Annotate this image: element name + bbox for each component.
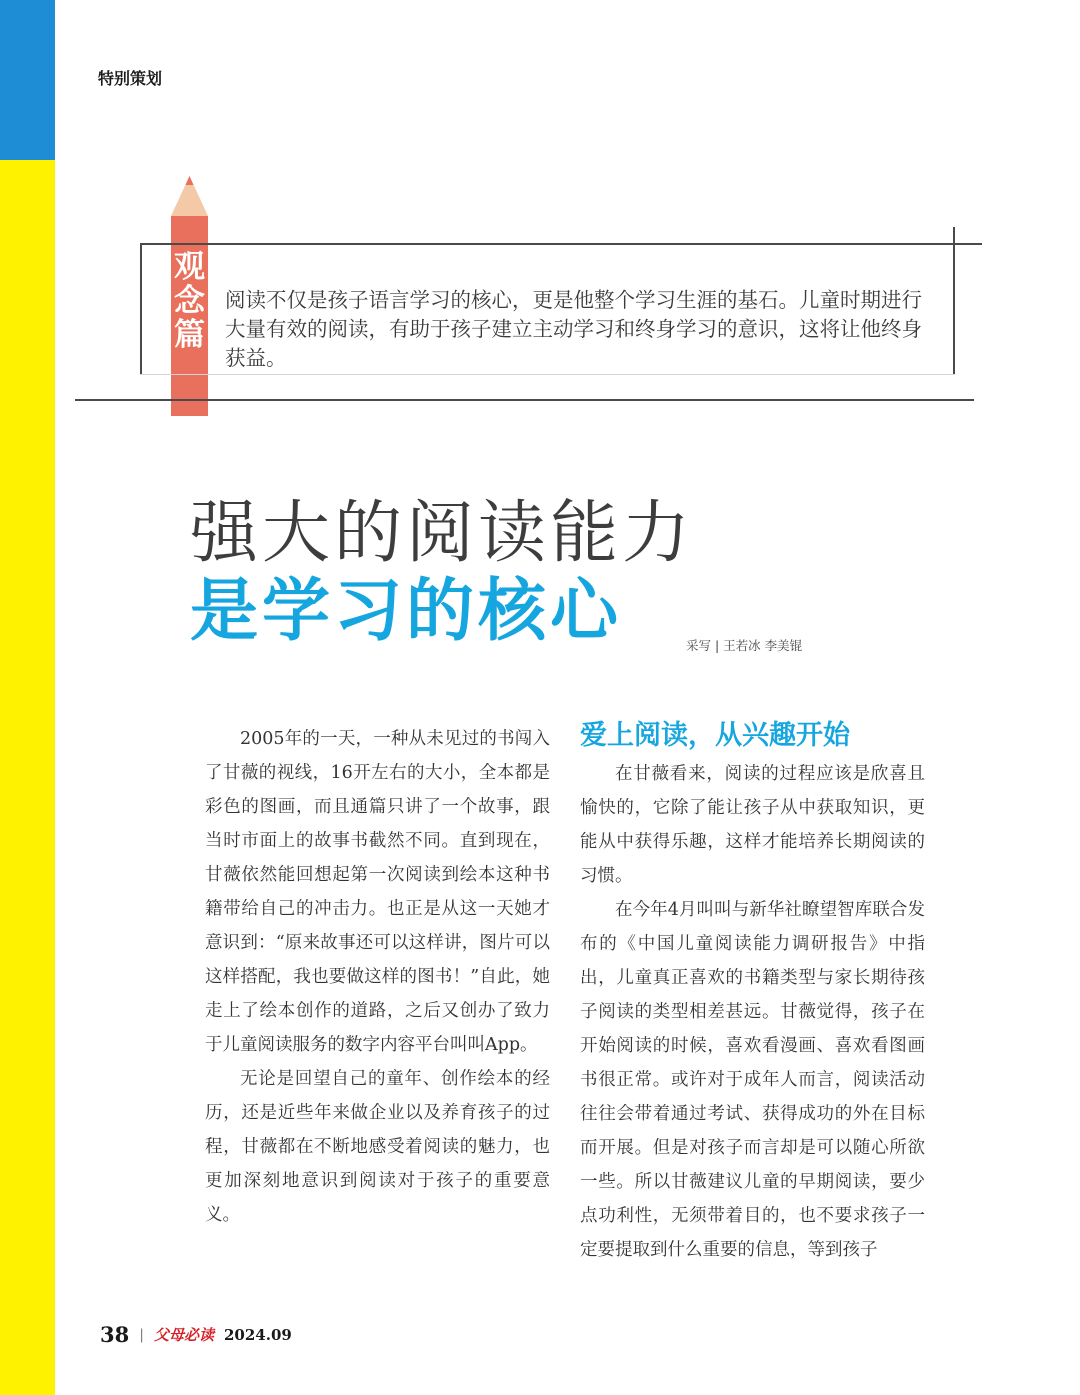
frame-line-inner [140, 374, 955, 375]
pencil-label-char: 念 [174, 283, 205, 319]
yellow-side-strip [0, 0, 55, 1395]
pencil-label [171, 250, 208, 352]
pencil-tip-icon [171, 176, 208, 216]
right-column [580, 757, 925, 1267]
magazine-logo: 父母必读 [153, 1326, 214, 1344]
pencil-label-char: 观 [174, 249, 205, 285]
section-label: 特别策划 [98, 69, 163, 88]
byline: 采写 | 王若冰 李美锟 [686, 638, 803, 653]
intro-text: 阅读不仅是孩子语言学习的核心，更是他整个学习生涯的基石。儿童时期进行大量有效的阅读，有助于孩子建立主动学习和终身学习的意识，这将让他终身获益。 [225, 288, 922, 370]
footer-separator: | [139, 1326, 144, 1343]
page-footer [100, 1322, 292, 1347]
blue-corner-block [0, 0, 55, 160]
paragraph: 无论是回望自己的童年、创作绘本的经历，还是近些年来做企业以及养育孩子的过程，甘薇都在不断地感受着阅读的魅力，也更加深刻地意识到阅读对于孩子的重要意义。 [205, 1069, 550, 1225]
page-number: 38 [100, 1322, 130, 1347]
frame-line-right [953, 227, 955, 375]
left-column [205, 722, 550, 1232]
paragraph: 2005年的一天，一种从未见过的书闯入了甘薇的视线，16开左右的大小，全本都是彩色的图画，而且通篇只讲了一个故事，跟当时市面上的故事书截然不同。直到现在，甘薇依然能回想起第一次阅读到绘本这种书籍带给自己的冲击力。也正是从这一天她才意识到：“原来故事还可以这样讲，图片可以这样搭配，我也要做这样的图书！”自此，她走上了绘本创作的道路，之后又创办了致力于儿童阅读服务的数字内容平台叫叫App。 [205, 729, 550, 1055]
issue-date: 2024.09 [223, 1325, 292, 1344]
paragraph: 在今年4月叫叫与新华社瞭望智库联合发布的《中国儿童阅读能力调研报告》中指出，儿童真正喜欢的书籍类型与家长期待孩子阅读的类型相差甚远。甘薇觉得，孩子在开始阅读的时候，喜欢看漫画、喜欢看图画书很正常。或许对于成年人而言，阅读活动往往会带着通过考试、获得成功的外在目标而开展。但是对孩子而言却是可以随心所欲一些。所以甘薇建议儿童的早期阅读，要少点功利性，无须带着目的，也不要求孩子一定要提取到什么重要的信息，等到孩子 [580, 900, 925, 1260]
frame-line-top [140, 243, 982, 245]
frame-line-bottom [75, 399, 974, 401]
section-subhead: 爱上阅读，从兴趣开始 [580, 720, 850, 751]
pencil-label-char: 篇 [174, 317, 205, 353]
frame-line-left [140, 243, 142, 375]
title-line-2: 是学习的核心 [190, 572, 623, 651]
paragraph: 在甘薇看来，阅读的过程应该是欣喜且愉快的，它除了能让孩子从中获取知识，更能从中获得乐趣，这样才能培养长期阅读的习惯。 [580, 764, 925, 886]
title-line-1: 强大的阅读能力 [190, 494, 695, 573]
